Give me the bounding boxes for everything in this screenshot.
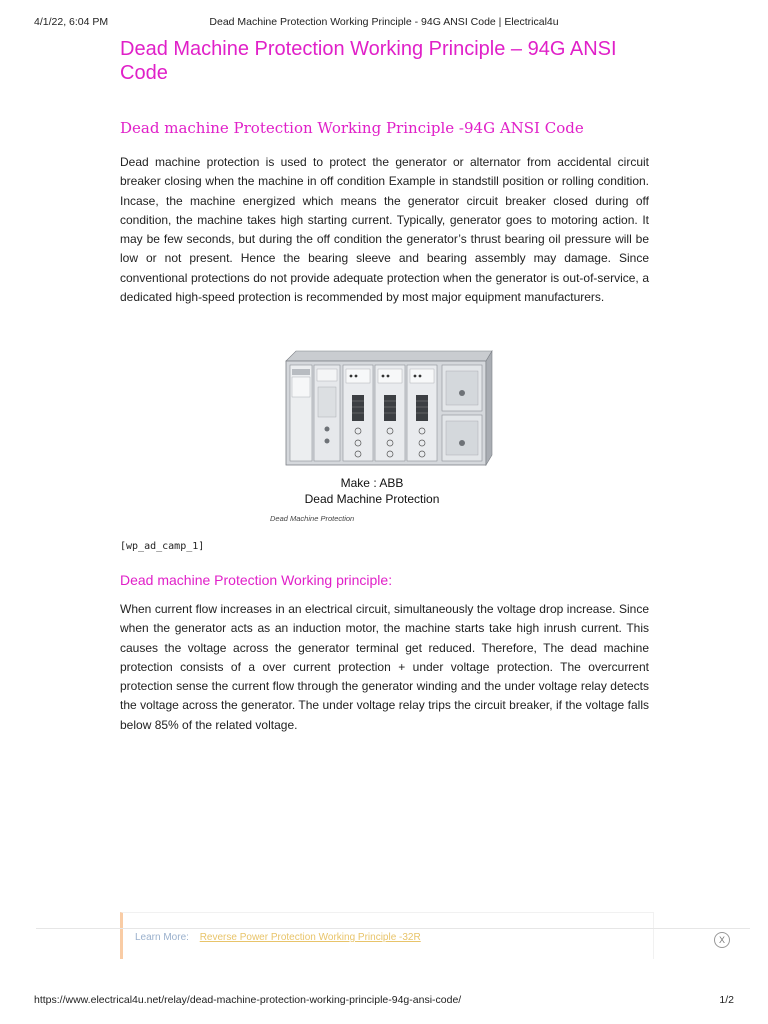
print-header [34, 16, 734, 30]
section-heading: Dead machine Protection Working principle: [120, 572, 393, 588]
caption-name: Dead Machine Protection [304, 492, 440, 506]
figure-small-caption: Dead Machine Protection [270, 514, 355, 523]
ad-shortcode: [wp_ad_camp_1] [120, 541, 205, 552]
learn-more-label: Learn More: [135, 932, 189, 943]
page-number: 1/2 [719, 994, 734, 1006]
close-button[interactable]: X [714, 932, 730, 948]
print-footer [34, 994, 734, 1008]
abb-relay-rack-image [280, 347, 495, 475]
learn-more-link[interactable]: Reverse Power Protection Working Principle -32R [199, 932, 421, 943]
page-url: https://www.electrical4u.net/relay/dead-machine-protection-working-principle-94g-ansi-code/ [34, 994, 462, 1006]
caption-make: Make : ABB [340, 476, 404, 490]
learn-more-divider [36, 928, 750, 929]
print-page-title: Dead Machine Protection Working Principle - 94G ANSI Code | Electrical4u [209, 16, 559, 28]
article-subtitle: Dead machine Protection Working Principle -94G ANSI Code [120, 119, 584, 137]
article [120, 37, 649, 732]
print-date: 4/1/22, 6:04 PM [34, 16, 109, 28]
article-title: Dead Machine Protection Working Principle – 94G ANSI Code [120, 38, 617, 84]
working-principle-paragraph: When current flow increases in an electrical circuit, simultaneously the voltage drop increase. Since when the generator acts as an induction motor, the machine starts take high inrush current. This causes the voltage across the generator terminal get reduced. Therefore, The dead machine protection consists of a over current protection + under voltage protection. The overcurrent protection sense the current flow through the generator winding and the under voltage relay detects the voltage across the generator. The under voltage relay trips the circuit breaker, if the voltage falls below 85% of the related voltage. [120, 602, 649, 732]
figure-caption [272, 475, 472, 507]
intro-paragraph: Dead machine protection is used to protect the generator or alternator from accidental circuit breaker closing when the machine in off condition Example in standstill position or rolling condition. Incase, the machine energized which means the generator circuit breaker closed during off condition, the machine takes high starting current. Typically, generator goes to motoring action. It may be few seconds, but during the off condition the generator’s thrust bearing oil pressure will be low or not present. Hence the bearing sleeve and bearing assembly may damage. Since conventional protections do not provide adequate protection when the generator is out-of-service, a dedicated high-speed protection is recommended by most major equipment manufacturers. [120, 155, 649, 305]
learn-more-bar [135, 932, 421, 943]
